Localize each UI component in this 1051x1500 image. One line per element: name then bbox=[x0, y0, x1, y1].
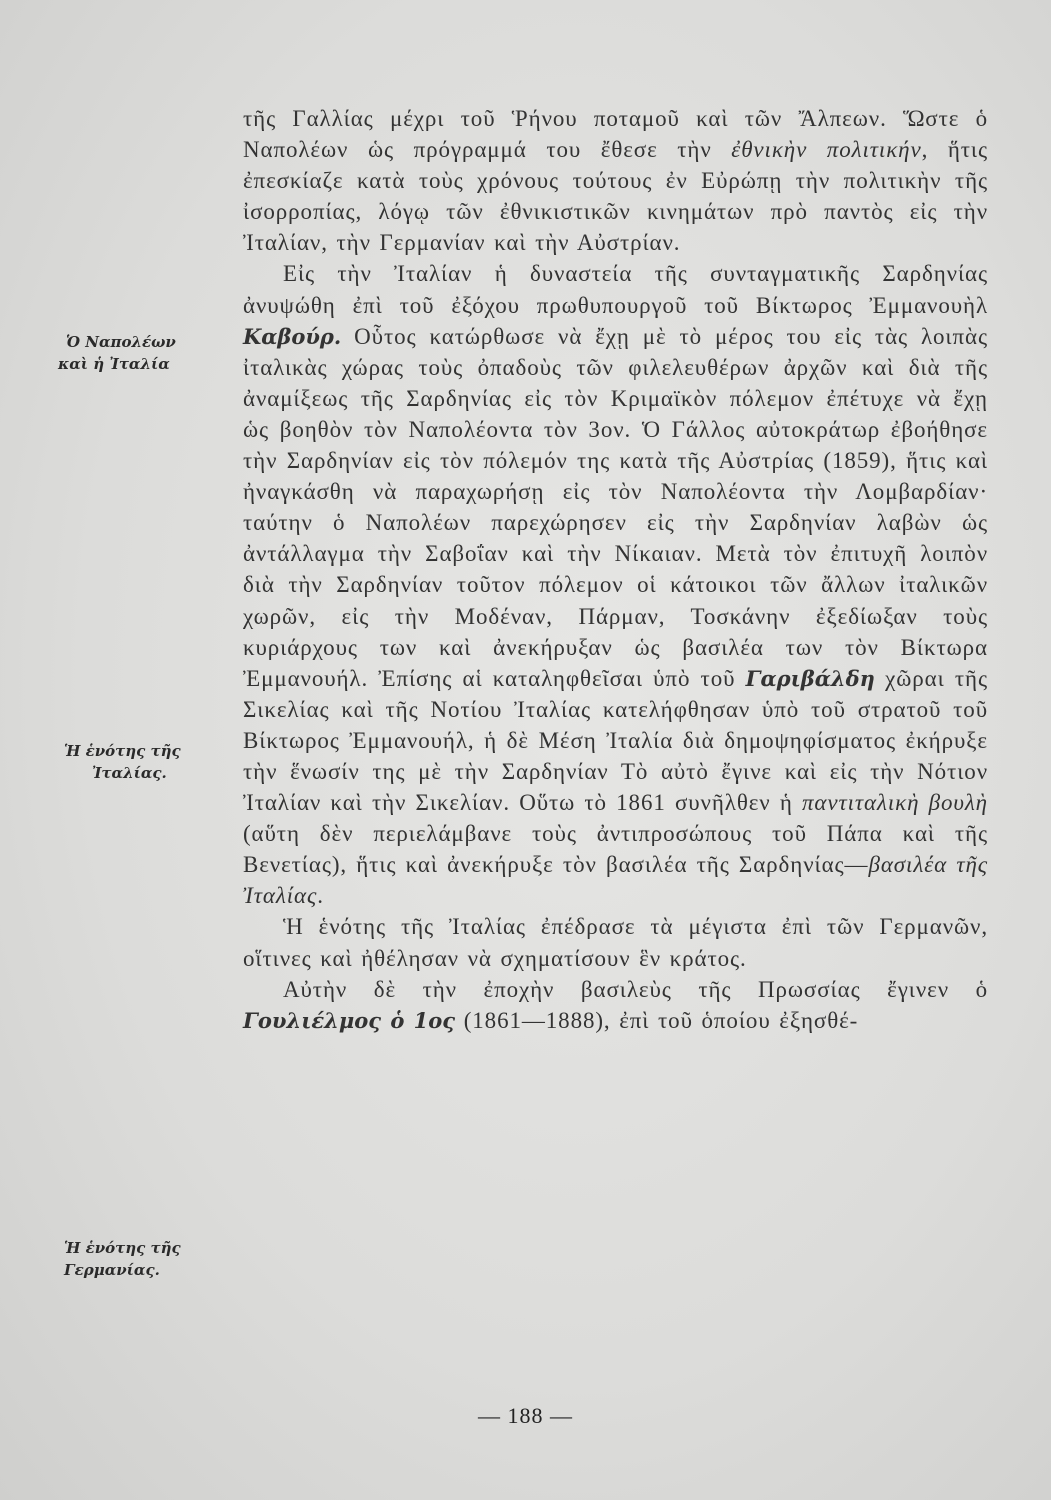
margin-note-italian-unification bbox=[40, 740, 215, 784]
margin-note-line: καὶ ἡ Ἰταλία bbox=[58, 355, 170, 373]
italic-term: ἐθνικὴν πολιτικήν bbox=[731, 137, 922, 163]
text-run: . bbox=[317, 883, 324, 909]
margin-note-german-unification bbox=[40, 1237, 215, 1281]
main-text bbox=[243, 103, 988, 1036]
margin-note-line: Ἡ ἑνότης τῆς bbox=[64, 742, 181, 760]
paragraph-4 bbox=[243, 974, 988, 1036]
margin-note-line: Ὁ Ναπολέων bbox=[66, 333, 176, 351]
margin-note-line: Ἡ ἑνότης τῆς bbox=[64, 1239, 181, 1257]
text-run: χῶραι τῆς Σικελίας καὶ τῆς Νοτίου Ἰταλίας κατελήφθησαν ὑπὸ τοῦ στρατοῦ τοῦ Βίκτωρος Ἐμμανουήλ, ἡ δὲ Μέση Ἰταλία διὰ δημοψηφίσματος ἐκήρυξε τὴν ἕνωσίν της μὲ τὴν Σαρδηνίαν Τὸ αὐτὸ ἔγινε καὶ εἰς τὴν Νότιον Ἰταλίαν καὶ τὴν Σικελίαν. Οὕτω τὸ 1861 συνῆλθεν ἡ bbox=[243, 665, 988, 816]
margin-note-line: Ἰταλίας. bbox=[92, 764, 167, 782]
page-number: — 188 — bbox=[478, 1403, 573, 1428]
italic-term: παντιταλικὴ βουλὴ bbox=[801, 790, 988, 816]
bold-name: Γουλιέλμος ὁ 1ος bbox=[243, 1007, 456, 1033]
margin-note-line: Γερμανίας. bbox=[64, 1261, 160, 1279]
text-run: , ἥτις ἐπεσκίαζε κατὰ τοὺς χρόνους τούτους ἐν Εὐρώπῃ τὴν πολιτικὴν τῆς ἰσορροπίας, λόγῳ τῶν ἐθνικιστικῶν κινημάτων πρὸ παντὸς εἰς τὴν Ἰταλίαν, τὴν Γερμανίαν καὶ τὴν Αὐστρίαν. bbox=[243, 137, 988, 256]
text-run: Εἰς τὴν Ἰταλίαν ἡ δυναστεία τῆς συνταγματικῆς Σαρδηνίας ἀνυψώθη ἐπὶ τοῦ ἐξόχου πρωθυπουργοῦ τοῦ Βίκτωρος Ἐμμανουὴλ bbox=[243, 261, 988, 318]
bold-name: Καβούρ. bbox=[243, 323, 342, 349]
text-run: Αὐτὴν δὲ τὴν ἐποχὴν βασιλεὺς τῆς Πρωσσίας ἔγινεν ὁ bbox=[283, 976, 988, 1002]
text-run: Οὗτος κατώρθωσε νὰ ἔχῃ μὲ τὸ μέρος του εἰς τὰς λοιπὰς ἰταλικὰς χώρας τοὺς ὀπαδοὺς τῶν φιλελευθέρων ἀρχῶν καὶ διὰ τῆς ἀναμίξεως τῆς Σαρδηνίας εἰς τὸν Κριμαϊκὸν πόλεμον ἐπέτυχε νὰ ἔχῃ ὡς βοηθὸν τὸν Ναπολέοντα τὸν 3ον. Ὁ Γάλλος αὐτοκράτωρ ἐβοήθησε τὴν Σαρδηνίαν εἰς τὸν πόλεμόν της κατὰ τῆς Αὐστρίας (1859), ἥτις καὶ ἠναγκάσθη νὰ παραχωρήσῃ εἰς τὸν Ναπολέοντα τὴν Λομβαρδίαν· ταύτην ὁ Ναπολέων παρεχώρησεν εἰς τὴν Σαρδηνίαν λαβὼν ὡς ἀντάλλαγμα τὴν Σαβοΐαν καὶ τὴν Νίκαιαν. Μετὰ τὸν ἐπιτυχῆ λοιπὸν διὰ τὴν Σαρδηνίαν τοῦτον πόλεμον οἱ κάτοικοι τῶν ἄλλων ἰταλικῶν χωρῶν, εἰς τὴν Μοδέναν, Πάρμαν, Τοσκάνην ἐξεδίωξαν τοὺς κυριάρχους των καὶ ἀνεκήρυξαν ὡς βασιλέα των τὸν Βίκτωρα Ἐμμανουήλ. Ἐπίσης αἱ καταληφθεῖσαι ὑπὸ τοῦ bbox=[243, 323, 988, 691]
paragraph-2 bbox=[243, 258, 988, 911]
text-run: (1861—1888), ἐπὶ τοῦ ὁποίου ἐξησθέ- bbox=[455, 1007, 859, 1033]
margin-note-napoleon-italy bbox=[40, 331, 215, 375]
text-run: (αὕτη δὲν περιελάμβανε τοὺς ἀντιπροσώπους τοῦ Πάπα καὶ τῆς Βενετίας), ἥτις καὶ ἀνεκήρυξε τὸν βασιλέα τῆς Σαρδηνίας— bbox=[243, 821, 988, 878]
text-run: Ἡ ἑνότης τῆς Ἰταλίας ἐπέδρασε τὰ μέγιστα ἐπὶ τῶν Γερμανῶν, οἵτινες καὶ ἠθέλησαν νὰ σχηματίσουν ἓν κράτος. bbox=[243, 914, 988, 971]
italic-term: βασιλέα τῆς Ἰταλίας bbox=[243, 852, 988, 909]
paragraph-1 bbox=[243, 103, 988, 258]
bold-name: Γαριβάλδη bbox=[745, 665, 875, 691]
paragraph-3 bbox=[243, 911, 988, 973]
text-run: τῆς Γαλλίας μέχρι τοῦ Ῥήνου ποταμοῦ καὶ τῶν Ἄλπεων. Ὥστε ὁ Ναπολέων ὡς πρόγραμμά του ἔθεσε τὴν bbox=[243, 106, 988, 163]
